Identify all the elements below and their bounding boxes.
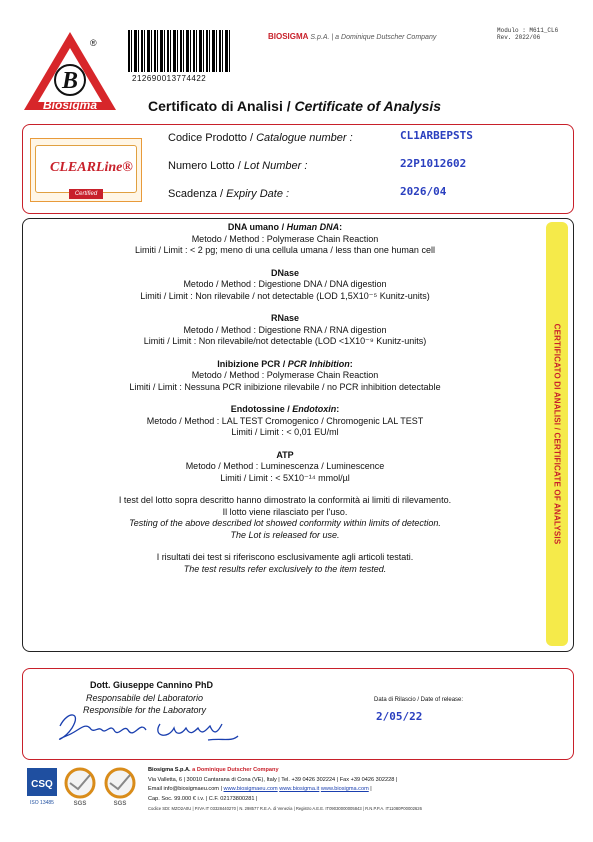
conformity-it-2: Il lotto viene rilasciato per l'uso.	[222, 506, 348, 517]
test-block	[30, 268, 540, 303]
module-code: Modulo : M611_CL6	[497, 27, 559, 34]
test-block	[30, 450, 540, 485]
test-method: Metodo / Method : Digestione DNA / DNA digestion	[183, 279, 387, 289]
side-banner	[546, 222, 568, 646]
lot-label: Numero Lotto / Lot Number :	[168, 160, 308, 172]
registered-mark: ®	[90, 38, 97, 48]
test-results	[30, 222, 540, 586]
clearline-wordmark: CLEARLine®	[50, 160, 133, 175]
test-heading: DNase	[270, 267, 299, 278]
brand-line	[268, 32, 436, 41]
brand-name: BIOSIGMA	[268, 32, 309, 41]
conformity-it-1: I test del lotto sopra descritto hanno dimostrato la conformità ai limiti di rilevamento.	[118, 495, 452, 505]
clearline-certified: Certified	[69, 189, 103, 199]
expiry-label: Scadenza / Expiry Date :	[168, 188, 290, 200]
test-heading: DNA umano / Human DNA:	[227, 222, 343, 232]
module-revision: Rev. 2022/06	[497, 34, 541, 41]
expiry-value: 2026/04	[400, 185, 447, 198]
clearline-logo	[30, 138, 142, 202]
test-block	[30, 313, 540, 348]
test-block	[30, 404, 540, 439]
barcode-number: 212690013774422	[132, 74, 207, 83]
cert-csq: CSQ	[31, 779, 53, 790]
test-limit: Limiti / Limit : < 2 pg; meno di una cellula umana / less than one human cell	[135, 245, 435, 255]
test-limit: Limiti / Limit : Nessuna PCR inibizione rilevabile / no PCR inhibition detectable	[129, 381, 441, 392]
scope-en: The test results refer exclusively to the item tested.	[183, 563, 387, 574]
handwritten-signature	[48, 706, 243, 748]
test-method: Metodo / Method : Polymerase Chain Reaction	[191, 370, 379, 380]
certification-logos	[26, 767, 142, 807]
cert-iso: ISO 13485	[30, 800, 54, 806]
cert-sgs-2: SGS	[113, 801, 127, 807]
test-block	[30, 222, 540, 257]
logo-wordmark: Biosigma	[42, 98, 98, 112]
barcode	[128, 30, 230, 72]
conformity-en-2: The Lot is released for use.	[230, 529, 340, 540]
test-heading: ATP	[276, 449, 294, 460]
test-method: Metodo / Method : LAL TEST Cromogenico / Chromogenic LAL TEST	[146, 415, 424, 426]
scope-it: I risultati dei test si riferiscono esclusivamente agli articoli testati.	[156, 552, 414, 562]
footer-address: Via Valletta, 6 | 30010 Cantarana di Cona (VE), Italy | Tel. +39 0426 302224 | Fax +39 0426 302228 |	[148, 776, 398, 783]
brand-sub: S.p.A. | a Dominique Dutscher Company	[310, 34, 437, 41]
catalogue-label: Codice Prodotto / Catalogue number :	[168, 132, 353, 144]
test-method: Metodo / Method : Luminescenza / Luminescence	[185, 461, 385, 471]
module-info	[497, 27, 558, 41]
catalogue-value: CL1ARBEPSTS	[400, 129, 473, 142]
footer-codes: Codice SDI: MZO2A0U | P.IVA IT 03328440270 | N. 298577 R.E.A. di Venezia | Registro A.E.E. IT09030000005843 | R.N.P.P.A. IT11080P00002626	[148, 806, 422, 811]
test-limit: Limiti / Limit : < 0,01 EU/ml	[231, 427, 339, 437]
test-heading: Endotossine / Endotoxin:	[230, 404, 340, 414]
test-method: Metodo / Method : Polymerase Chain Reaction	[191, 233, 379, 244]
link-biosigma-it[interactable]: www.biosigma.it	[279, 786, 320, 792]
biosigma-logo	[22, 30, 118, 114]
footer: Biosigma S.p.A. a Dominique Dutscher Company Via Valletta, 6 | 30010 Cantarana di Cona (VE), Italy | Tel. +39 0426 302224 | Fax +39 0426 302228 | Email info@biosigmaeu.com | www.biosigmaeu.com www.biosigma.it www.biosigma.com | Cap. Soc. 99.000 € i.v. | C.F. 02173800281 | Codice SDI: MZO2A0U | P.IVA IT 03328440270 | N. 298577 R.E.A. di Venezia | Registro A.E.E. IT09030000005843 | R.N.P.P.A. IT11080P00002626	[148, 766, 588, 814]
test-heading: Inibizione PCR / PCR Inhibition:	[217, 358, 353, 369]
test-limit: Limiti / Limit : Non rilevabile/not detectable (LOD <1X10⁻⁹ Kunitz-units)	[143, 336, 427, 346]
footer-capital: Cap. Soc. 99.000 € i.v. | C.F. 02173800281 |	[148, 795, 258, 802]
release-label: Data di Rilascio / Date of release:	[374, 697, 464, 703]
cert-sgs-1: SGS	[73, 801, 87, 807]
release-date: 2/05/22	[376, 710, 423, 723]
conformity-en-1: Testing of the above described lot showed conformity within limits of detection.	[129, 518, 441, 528]
test-method: Metodo / Method : Digestione RNA / RNA digestion	[183, 324, 387, 335]
signatory-role: Responsabile del Laboratorio Responsible for the Laboratory	[82, 693, 207, 715]
side-banner-text: CERTIFICATO DI ANALISI / CERTIFICATE OF ANALYSIS	[552, 323, 562, 545]
link-biosigma-com[interactable]: www.biosigma.com	[320, 786, 369, 792]
footer-contacts: Email info@biosigmaeu.com | www.biosigmaeu.com www.biosigma.it www.biosigma.com |	[148, 786, 372, 792]
page-title: Certificato di Analisi / Certificate of Analysis	[148, 98, 442, 114]
test-heading: RNase	[270, 313, 299, 323]
logo-letter: B	[61, 68, 79, 94]
test-limit: Limiti / Limit : < 5X10⁻¹⁴ mmol/µl	[220, 472, 350, 483]
test-limit: Limiti / Limit : Non rilevabile / not detectable (LOD 1,5X10⁻⁵ Kunitz-units)	[140, 290, 430, 301]
link-biosigmaeu[interactable]: www.biosigmaeu.com	[223, 786, 278, 792]
lot-value: 22P1012602	[400, 157, 467, 170]
signatory-name: Dott. Giuseppe Cannino PhD	[90, 680, 213, 690]
test-block	[30, 359, 540, 394]
